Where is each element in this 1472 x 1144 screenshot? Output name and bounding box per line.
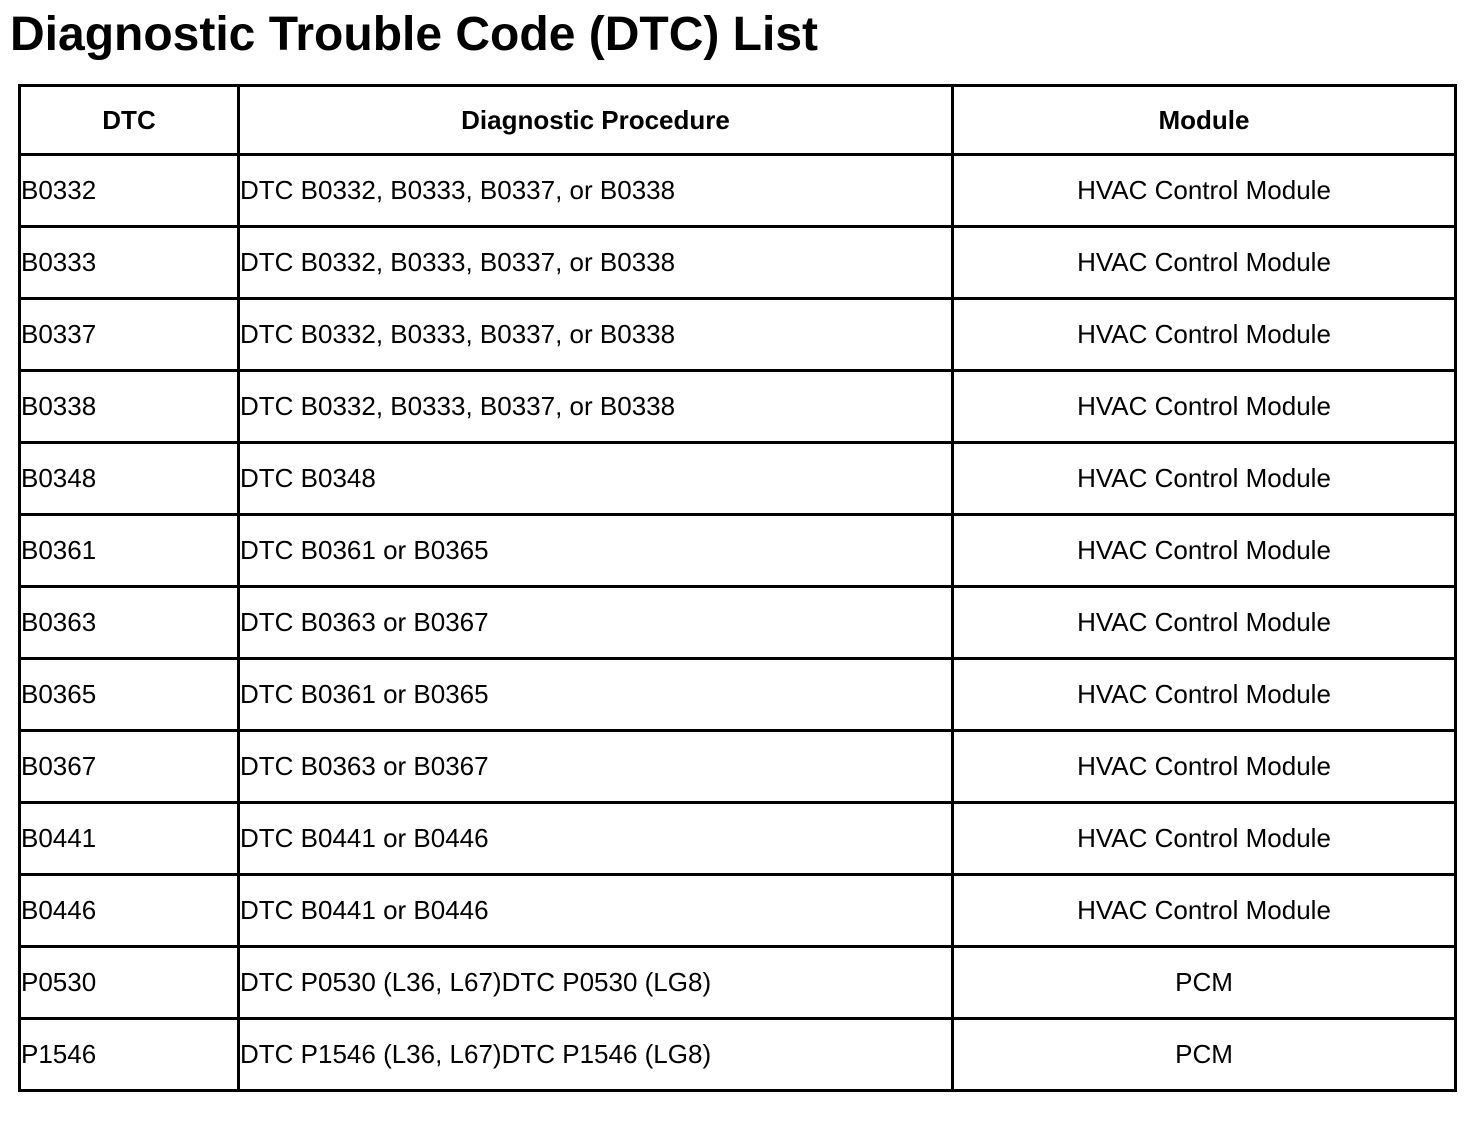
- column-header-dtc: DTC: [20, 86, 239, 155]
- diagnostic-procedure-link[interactable]: DTC B0441 or B0446: [239, 803, 953, 875]
- dtc-code-cell: B0367: [20, 731, 239, 803]
- table-header-row: [20, 86, 1456, 155]
- table-row: [20, 155, 1456, 227]
- dtc-table: [18, 84, 1457, 1092]
- dtc-code-cell: B0441: [20, 803, 239, 875]
- diagnostic-procedure-link[interactable]: DTC B0441 or B0446: [239, 875, 953, 947]
- module-cell: HVAC Control Module: [953, 443, 1456, 515]
- diagnostic-procedure-link[interactable]: DTC B0332, B0333, B0337, or B0338: [239, 227, 953, 299]
- diagnostic-procedure-link[interactable]: DTC P1546 (L36, L67)DTC P1546 (LG8): [239, 1019, 953, 1091]
- dtc-code-cell: B0332: [20, 155, 239, 227]
- table-row: [20, 803, 1456, 875]
- table-row: [20, 587, 1456, 659]
- dtc-code-cell: B0333: [20, 227, 239, 299]
- table-row: [20, 947, 1456, 1019]
- diagnostic-procedure-link[interactable]: DTC B0363 or B0367: [239, 587, 953, 659]
- module-cell: HVAC Control Module: [953, 875, 1456, 947]
- module-cell: HVAC Control Module: [953, 587, 1456, 659]
- diagnostic-procedure-link[interactable]: DTC P0530 (L36, L67)DTC P0530 (LG8): [239, 947, 953, 1019]
- module-cell: HVAC Control Module: [953, 299, 1456, 371]
- diagnostic-procedure-link[interactable]: DTC B0332, B0333, B0337, or B0338: [239, 155, 953, 227]
- table-row: [20, 731, 1456, 803]
- diagnostic-procedure-link[interactable]: DTC B0363 or B0367: [239, 731, 953, 803]
- dtc-code-cell: B0361: [20, 515, 239, 587]
- table-row: [20, 1019, 1456, 1091]
- dtc-code-cell: B0446: [20, 875, 239, 947]
- module-cell: HVAC Control Module: [953, 227, 1456, 299]
- module-cell: HVAC Control Module: [953, 731, 1456, 803]
- dtc-code-cell: B0338: [20, 371, 239, 443]
- module-cell: PCM: [953, 947, 1456, 1019]
- module-cell: HVAC Control Module: [953, 371, 1456, 443]
- column-header-procedure: Diagnostic Procedure: [239, 86, 953, 155]
- module-cell: HVAC Control Module: [953, 515, 1456, 587]
- module-cell: HVAC Control Module: [953, 155, 1456, 227]
- table-row: [20, 227, 1456, 299]
- module-cell: PCM: [953, 1019, 1456, 1091]
- column-header-module: Module: [953, 86, 1456, 155]
- diagnostic-procedure-link[interactable]: DTC B0361 or B0365: [239, 659, 953, 731]
- dtc-code-cell: B0348: [20, 443, 239, 515]
- dtc-code-cell: B0337: [20, 299, 239, 371]
- table-row: [20, 443, 1456, 515]
- page-title: Diagnostic Trouble Code (DTC) List: [10, 8, 819, 61]
- dtc-code-cell: B0363: [20, 587, 239, 659]
- diagnostic-procedure-link[interactable]: DTC B0361 or B0365: [239, 515, 953, 587]
- table-row: [20, 299, 1456, 371]
- dtc-code-cell: P1546: [20, 1019, 239, 1091]
- diagnostic-procedure-link[interactable]: DTC B0332, B0333, B0337, or B0338: [239, 371, 953, 443]
- module-cell: HVAC Control Module: [953, 659, 1456, 731]
- table-row: [20, 659, 1456, 731]
- dtc-code-cell: P0530: [20, 947, 239, 1019]
- table-row: [20, 875, 1456, 947]
- diagnostic-procedure-link[interactable]: DTC B0348: [239, 443, 953, 515]
- module-cell: HVAC Control Module: [953, 803, 1456, 875]
- table-row: [20, 515, 1456, 587]
- table-row: [20, 371, 1456, 443]
- diagnostic-procedure-link[interactable]: DTC B0332, B0333, B0337, or B0338: [239, 299, 953, 371]
- dtc-code-cell: B0365: [20, 659, 239, 731]
